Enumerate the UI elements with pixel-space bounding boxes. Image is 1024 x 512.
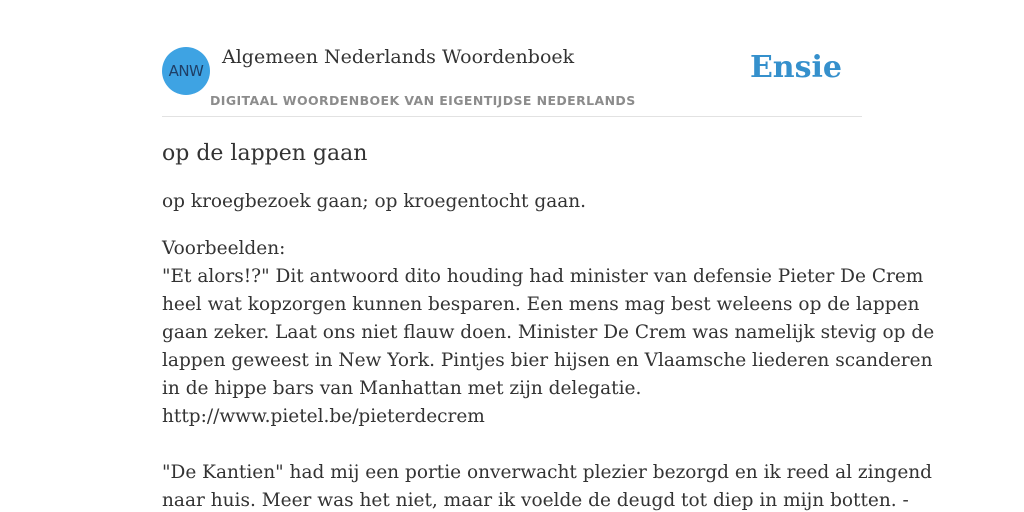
example-line: gaan zeker. Laat ons niet flauw doen. Minister De Crem was namelijk stevig op de — [162, 322, 935, 343]
entry-term: op de lappen gaan — [162, 141, 368, 166]
anw-logo[interactable] — [162, 47, 210, 95]
example-source-url: http://www.pietel.be/pieterdecrem — [162, 406, 485, 427]
entry-definition: op kroegbezoek gaan; op kroegentocht gaan. — [162, 191, 587, 212]
entry-content — [162, 138, 935, 512]
ensie-brand-link[interactable]: Ensie — [749, 50, 842, 85]
example-line: naar huis. Meer was het niet, maar ik voelde de deugd tot diep in mijn botten. - — [162, 490, 909, 511]
example-line: heel wat kopzorgen kunnen besparen. Een mens mag best weleens op de lappen — [162, 294, 920, 315]
logo-text: ANW — [168, 62, 204, 80]
example-line: "Et alors!?" Dit antwoord dito houding had minister van defensie Pieter De Crem — [162, 266, 924, 287]
site-subtitle: DIGITAAL WOORDENBOEK VAN EIGENTIJDSE NEDERLANDS — [210, 93, 636, 108]
example-separator — [162, 431, 864, 459]
site-title[interactable]: Algemeen Nederlands Woordenboek — [222, 46, 575, 68]
example-line: lappen geweest in New York. Pintjes bier hijsen en Vlaamsche liederen scanderen — [162, 350, 933, 371]
site-header — [162, 0, 862, 117]
examples-label: Voorbeelden: — [162, 238, 286, 259]
example-line: in de hippe bars van Manhattan met zijn delegatie. — [162, 378, 642, 399]
example-line: "De Kantien" had mij een portie onverwacht plezier bezorgd en ik reed al zingend — [162, 462, 933, 483]
entry-examples — [162, 235, 935, 512]
